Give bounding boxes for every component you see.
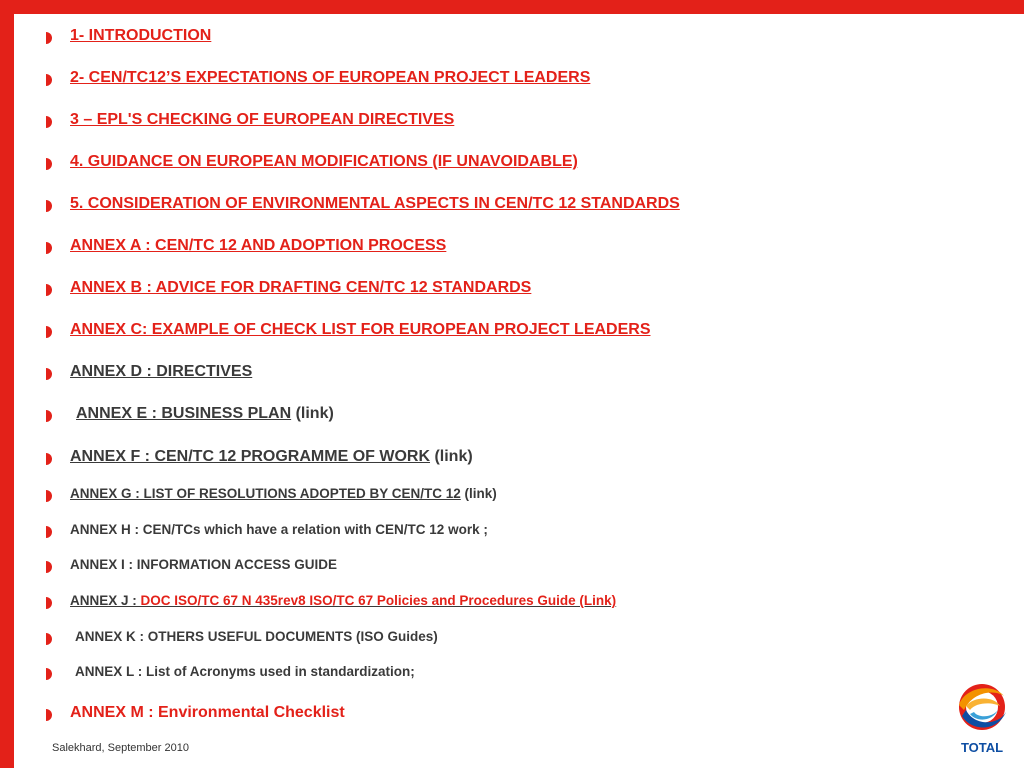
toc-link-guidance[interactable]: 4. GUIDANCE ON EUROPEAN MODIFICATIONS (IF UNAVOIDABLE) xyxy=(70,153,578,170)
bullet-icon xyxy=(46,490,52,502)
link-suffix: (link) xyxy=(460,486,497,501)
toc-text-annex-i: ANNEX I : INFORMATION ACCESS GUIDE xyxy=(70,557,338,572)
total-logo-wordmark: TOTAL xyxy=(960,740,1004,755)
total-logo-icon xyxy=(959,684,1006,730)
toc-text-annex-k: ANNEX K : OTHERS USEFUL DOCUMENTS (ISO Guides) xyxy=(75,629,438,644)
bullet-icon xyxy=(46,709,52,721)
bullet-icon xyxy=(46,526,52,538)
total-logo xyxy=(952,680,1012,760)
bullet-icon xyxy=(46,668,52,680)
bullet-icon xyxy=(46,597,52,609)
bullet-icon xyxy=(46,410,52,422)
toc-text-annex-m: ANNEX M : Environmental Checklist xyxy=(70,704,345,721)
footer-location-date: Salekhard, September 2010 xyxy=(52,742,189,754)
bullet-icon xyxy=(46,242,52,254)
toc-link-annex-e[interactable]: ANNEX E : BUSINESS PLAN xyxy=(76,405,292,422)
toc-link-annex-j[interactable]: DOC ISO/TC 67 N 435rev8 ISO/TC 67 Policies and Procedures Guide (Link) xyxy=(140,593,617,608)
toc-link-annex-a[interactable]: ANNEX A : CEN/TC 12 AND ADOPTION PROCESS xyxy=(70,237,447,254)
toc-text-annex-l: ANNEX L : List of Acronyms used in standardization; xyxy=(75,664,415,679)
bullet-icon xyxy=(46,32,52,44)
link-suffix: (link) xyxy=(291,405,334,422)
bullet-icon xyxy=(46,158,52,170)
toc-label-annex-j: ANNEX J : xyxy=(70,593,141,608)
toc-link-annex-b[interactable]: ANNEX B : ADVICE FOR DRAFTING CEN/TC 12 STANDARDS xyxy=(70,279,532,296)
bullet-icon xyxy=(46,368,52,380)
toc-link-environmental-aspects[interactable]: 5. CONSIDERATION OF ENVIRONMENTAL ASPECTS IN CEN/TC 12 STANDARDS xyxy=(70,195,680,212)
toc-link-annex-g[interactable]: ANNEX G : LIST OF RESOLUTIONS ADOPTED BY CEN/TC 12 xyxy=(70,486,461,501)
toc-link-annex-f[interactable]: ANNEX F : CEN/TC 12 PROGRAMME OF WORK xyxy=(70,448,431,465)
toc-link-expectations[interactable]: 2- CEN/TC12’S EXPECTATIONS OF EUROPEAN PROJECT LEADERS xyxy=(70,69,591,86)
bullet-icon xyxy=(46,453,52,465)
bullet-icon xyxy=(46,633,52,645)
toc-link-annex-d[interactable]: ANNEX D : DIRECTIVES xyxy=(70,363,253,380)
bullet-icon xyxy=(46,116,52,128)
bullet-icon xyxy=(46,200,52,212)
left-red-border xyxy=(0,0,14,768)
bullet-icon xyxy=(46,561,52,573)
toc-link-annex-c[interactable]: ANNEX C: EXAMPLE OF CHECK LIST FOR EUROPEAN PROJECT LEADERS xyxy=(70,321,651,338)
toc-text-annex-h: ANNEX H : CEN/TCs which have a relation with CEN/TC 12 work ; xyxy=(70,522,488,537)
top-red-border xyxy=(0,0,1024,14)
link-suffix: (link) xyxy=(430,448,473,465)
toc-link-checking-directives[interactable]: 3 – EPL'S CHECKING OF EUROPEAN DIRECTIVES xyxy=(70,111,455,128)
bullet-icon xyxy=(46,74,52,86)
toc-link-introduction[interactable]: 1- INTRODUCTION xyxy=(70,27,212,44)
bullet-icon xyxy=(46,326,52,338)
bullet-icon xyxy=(46,284,52,296)
